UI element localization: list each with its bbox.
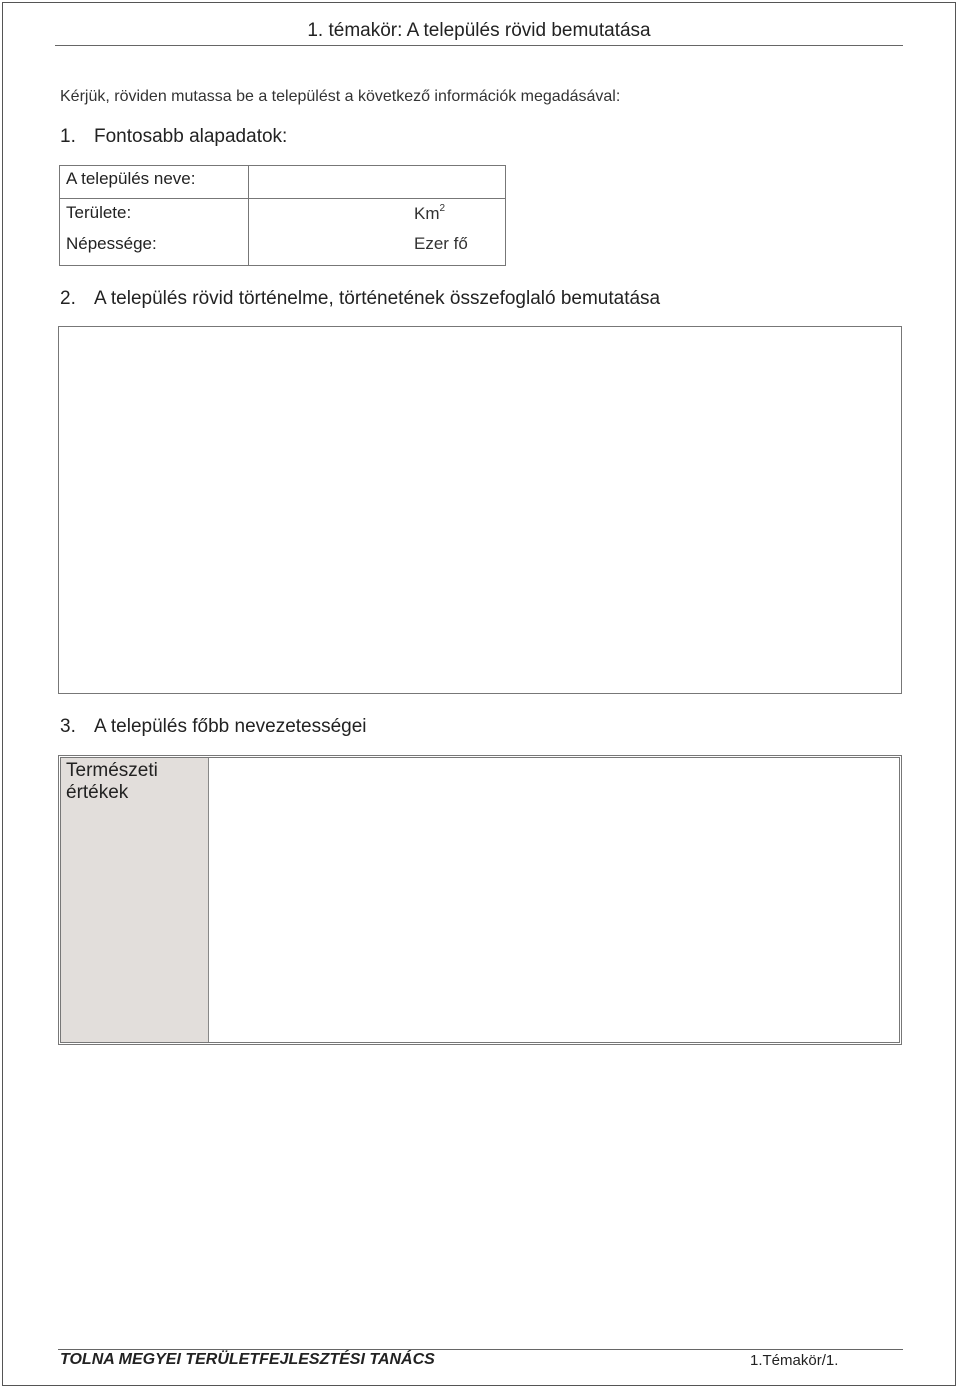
sights-table [58, 755, 902, 1045]
area-unit-exponent: 2 [439, 203, 446, 214]
section-heading-sights [60, 716, 367, 738]
natural-values-label: Természeti értékek [66, 760, 158, 803]
footer-organization: TOLNA MEGYEI TERÜLETFEJLESZTÉSI TANÁCS [60, 1351, 435, 1368]
natural-values-label-cell [61, 758, 209, 1042]
area-label: Területe: [66, 203, 132, 222]
section-title: A település rövid történelme, történetének összefoglaló bemutatása [94, 288, 661, 309]
footer-page-ref: 1.Témakör/1. [750, 1352, 839, 1369]
section-number: 3. [60, 716, 76, 737]
area-unit [414, 203, 445, 224]
basic-data-table [59, 165, 506, 266]
population-unit: Ezer fő [414, 234, 468, 253]
table-row-divider [60, 198, 505, 199]
intro-text: Kérjük, röviden mutassa be a települést a következő információk megadásával: [60, 88, 621, 105]
footer-divider [58, 1349, 903, 1350]
section-heading-basic-data [60, 126, 287, 148]
population-label: Népessége: [66, 234, 157, 253]
table-column-divider [248, 166, 249, 265]
header-divider [55, 45, 903, 46]
page-title: 1. témakör: A település rövid bemutatása [307, 20, 651, 41]
section-number: 1. [60, 126, 76, 147]
section-heading-history [60, 288, 660, 310]
settlement-name-label: A település neve: [66, 169, 196, 188]
section-title: A település főbb nevezetességei [94, 716, 367, 737]
area-unit-text: Km [414, 204, 440, 223]
section-number: 2. [60, 288, 76, 309]
section-title: Fontosabb alapadatok: [94, 126, 288, 147]
history-text-box[interactable] [58, 326, 902, 694]
